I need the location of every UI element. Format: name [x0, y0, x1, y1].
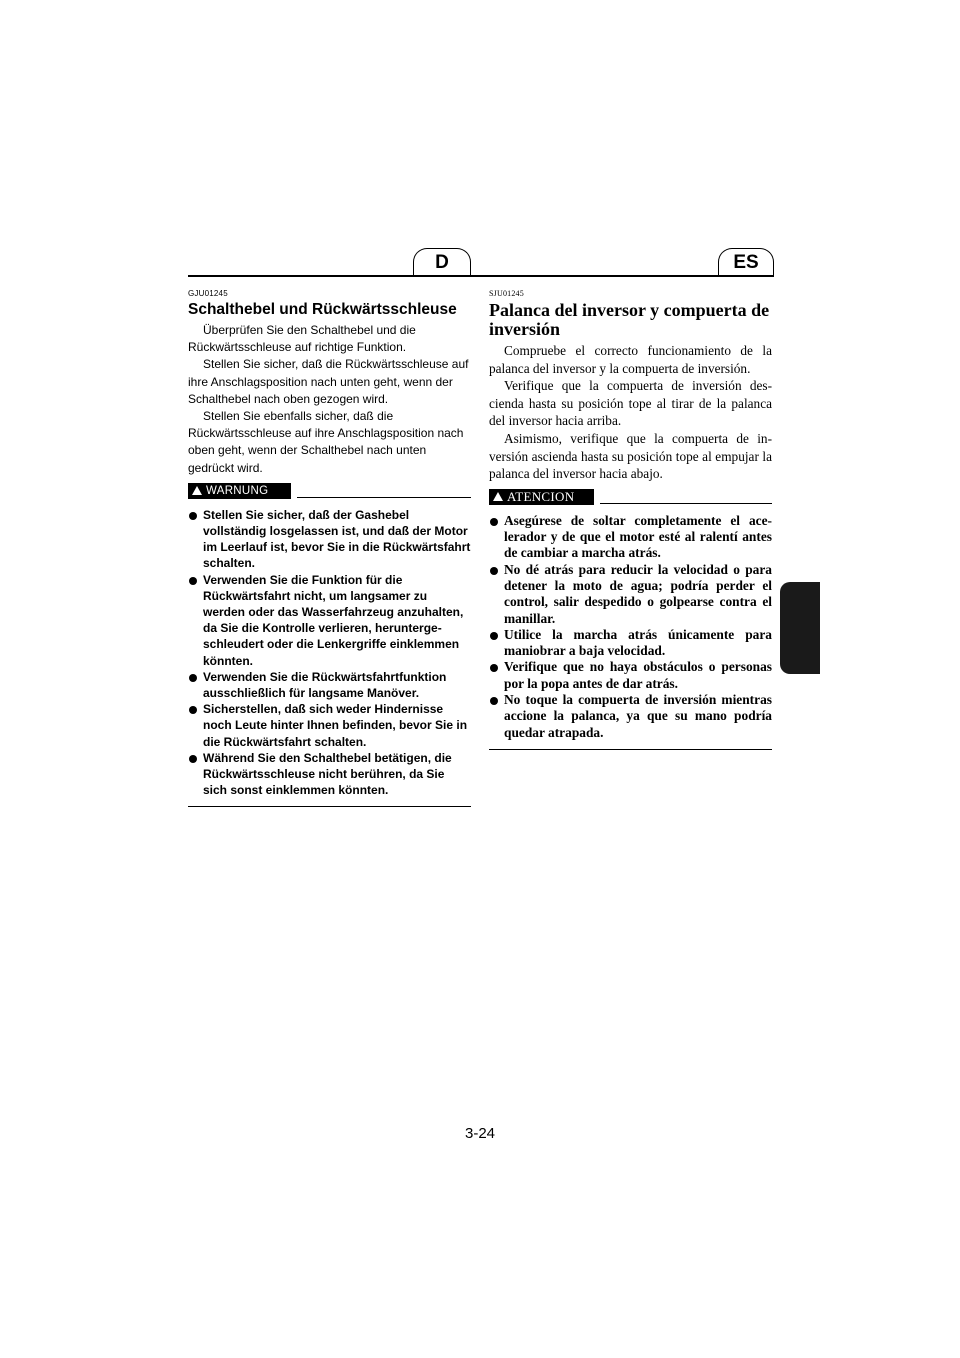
- list-item: Während Sie den Schalthebel betätigen, die Rückwärtsschleuse nicht berühren, da Sie sich sonst einklemmen könnten.: [188, 750, 471, 799]
- list-item: No dé atrás para reducir la velocidad o para detener la moto de agua; podría perder el control, salir despedido o golpearse contra el manillar.: [489, 562, 772, 627]
- body-paragraph: Verifique que la compuerta de inversión descienda hasta su posición tope al tirar de la palanca del inversor hacia arriba.: [489, 378, 772, 429]
- warning-rule: [600, 503, 772, 504]
- warning-triangle-icon: [192, 486, 202, 495]
- section-title: Schalthebel und Rückwärtsschleuse: [188, 301, 457, 318]
- warning-label: WARNUNG: [206, 484, 269, 497]
- body-paragraph: Stellen Sie sicher, daß die Rückwärtsschleuse auf ihre Anschlagsposition nach unten geht, wenn der Schalthebel nach oben gezogen wird.: [188, 357, 469, 406]
- warning-list: [489, 513, 772, 741]
- warning-badge: [489, 489, 594, 505]
- list-item: Verwenden Sie die Funktion für die Rückwärtsfahrt nicht, um langsamer zu werden oder das Wasserfahrzeug anzuhalten, da Sie die Kontrolle verlieren, heruntergeschleudert oder die Lenkergriffe einklemmen könnten.: [188, 572, 471, 669]
- list-item: Asegúrese de soltar completamente el acelerador y de que el motor esté al ralentí antes de cambiar a marcha atrás.: [489, 513, 772, 562]
- bullet-icon: [490, 664, 498, 672]
- chapter-thumb-tab: [780, 582, 820, 674]
- bullet-icon: [490, 518, 498, 526]
- section-code: GJU01245: [188, 289, 228, 298]
- warning-badge: [188, 483, 291, 499]
- section-title: Palanca del inversor y compuerta de inversión: [489, 300, 770, 339]
- warning-header: [188, 483, 471, 499]
- body-paragraph: Compruebe el correcto funcionamiento de la palanca del inversor y la compuerta de inversión.: [489, 343, 772, 376]
- warning-header: [489, 489, 772, 505]
- header-rule: [188, 275, 774, 277]
- bullet-icon: [189, 512, 197, 520]
- bullet-icon: [189, 706, 197, 714]
- spanish-column: [489, 289, 772, 750]
- bullet-icon: [189, 755, 197, 763]
- section-code: SJU01245: [489, 289, 524, 298]
- warning-triangle-icon: [493, 492, 503, 501]
- warning-list: [188, 507, 471, 799]
- language-tab-spanish: ES: [718, 248, 774, 276]
- list-item: Stellen Sie sicher, daß der Gashebel vollständig losgelassen ist, und daß der Motor im Leerlauf ist, bevor Sie in die Rückwärtsfahrt schalten.: [188, 507, 471, 572]
- body-paragraph: Überprüfen Sie den Schalthebel und die Rückwärtsschleuse auf richtige Funktion.: [188, 323, 416, 355]
- language-tab-german: D: [413, 248, 471, 276]
- body-paragraph: Stellen Sie ebenfalls sicher, daß die Rückwärtsschleuse auf ihre Anschlagsposition nach oben geht, wenn der Schalthebel nach unten gedrückt wird.: [188, 409, 464, 475]
- warning-end-rule: [188, 806, 471, 807]
- page-number: 3-24: [464, 1125, 496, 1142]
- list-item: Verifique que no haya obstáculos o personas por la popa antes de dar atrás.: [489, 659, 772, 692]
- bullet-icon: [490, 567, 498, 575]
- list-item: No toque la compuerta de inversión mientras accione la palanca, ya que su mano podría quedar atrapada.: [489, 692, 772, 741]
- german-column: [188, 289, 471, 807]
- warning-rule: [297, 497, 471, 498]
- body-paragraph: Asimismo, verifique que la compuerta de inversión ascienda hasta su posición tope al empujar la palanca del inversor hacia abajo.: [489, 430, 772, 482]
- list-item: Verwenden Sie die Rückwärtsfahrtfunktion ausschließlich für langsame Manöver.: [188, 669, 471, 701]
- bullet-icon: [189, 674, 197, 682]
- bullet-icon: [189, 577, 197, 585]
- bullet-icon: [490, 632, 498, 640]
- warning-end-rule: [489, 749, 772, 750]
- bullet-icon: [490, 697, 498, 705]
- list-item: Sicherstellen, daß sich weder Hindernisse noch Leute hinter Ihnen befinden, bevor Sie in die Rückwärtsfahrt schalten.: [188, 701, 471, 750]
- warning-label: ATENCION: [507, 488, 575, 504]
- list-item: Utilice la marcha atrás únicamente para maniobrar a baja velocidad.: [489, 627, 772, 660]
